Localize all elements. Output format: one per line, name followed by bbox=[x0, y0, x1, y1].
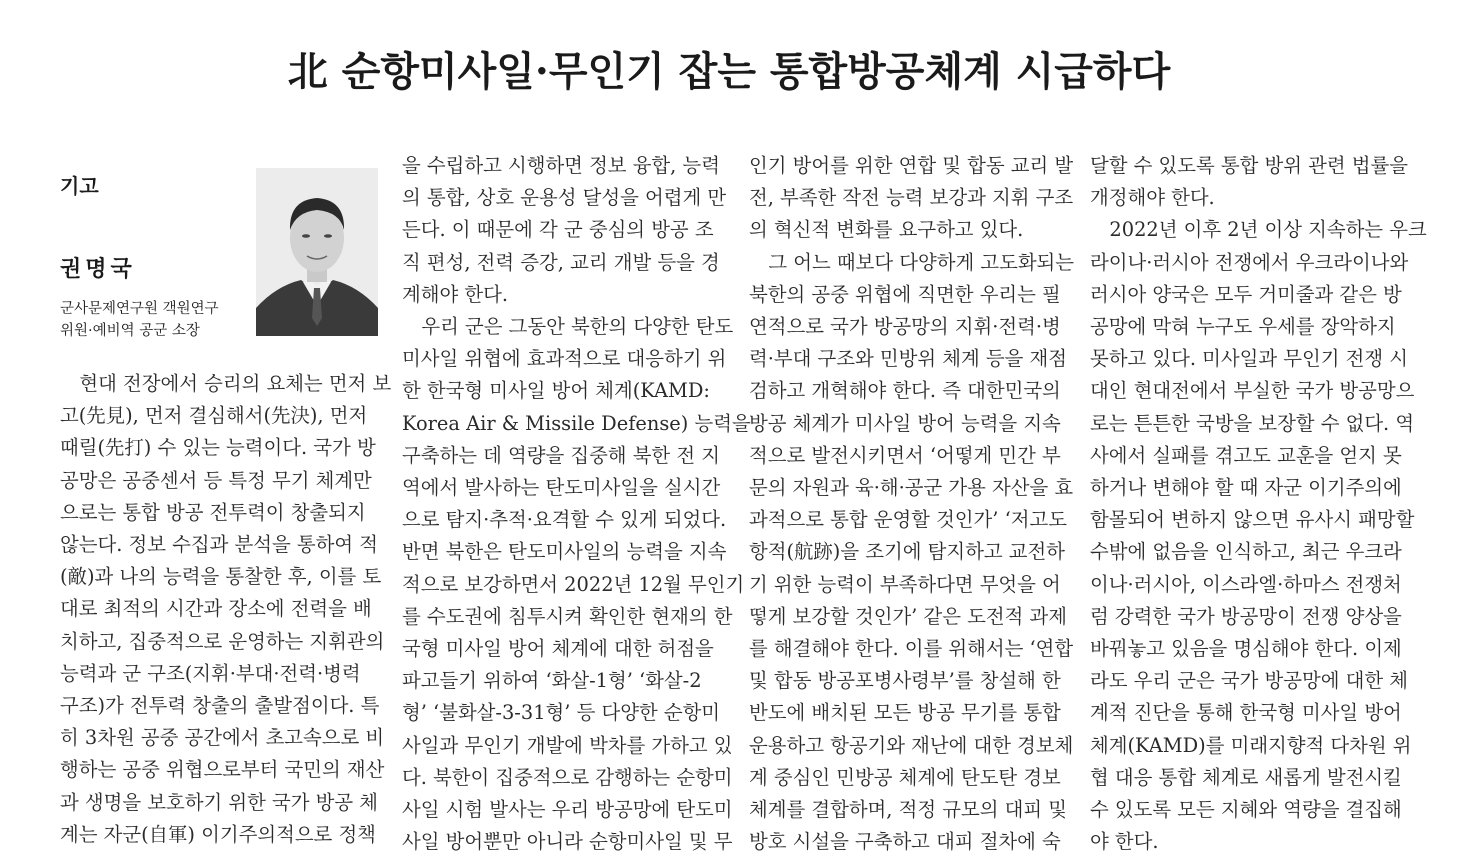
article-text-line: 히 3차원 공중 공간에서 초고속으로 비 bbox=[60, 726, 385, 750]
article-text-line: 때릴(先打) 수 있는 능력이다. 국가 방 bbox=[60, 436, 376, 460]
article-text-line: 계해야 한다. bbox=[402, 282, 508, 306]
article-text-line: 계 중심인 민방공 체계에 탄도탄 경보 bbox=[749, 765, 1061, 789]
article-text-line: 대인 현대전에서 부실한 국가 방공망으 bbox=[1090, 379, 1415, 403]
article-text-line: 행하는 공중 위협으로부터 국민의 재산 bbox=[60, 758, 385, 782]
article-text-line: 체계를 결합하며, 적정 규모의 대피 및 bbox=[749, 798, 1067, 822]
article-text-line: 수 있도록 모든 지혜와 역량을 결집해 bbox=[1090, 798, 1402, 822]
article-text-line: 국형 미사일 방어 체계에 대한 허점을 bbox=[402, 637, 714, 661]
article-text-line: 든다. 이 때문에 각 군 중심의 방공 조 bbox=[402, 218, 714, 242]
article-text-line: 계적 진단을 통해 한국형 미사일 방어 bbox=[1090, 701, 1402, 725]
article-text-line: 계는 자군(自軍) 이기주의적으로 정책 bbox=[60, 822, 376, 846]
article-text-line: 를 해결해야 한다. 이를 위해서는 ‘연합 bbox=[749, 637, 1074, 661]
article-text-line: 공망에 막혀 누구도 우세를 장악하지 bbox=[1090, 315, 1396, 339]
article-text-line: 이나·러시아, 이스라엘·하마스 전쟁처 bbox=[1090, 572, 1402, 596]
article-text-line: 수밖에 없음을 인식하고, 최근 우크라 bbox=[1090, 540, 1402, 564]
article-text-line: 구조)가 전투력 창출의 출발점이다. 특 bbox=[60, 694, 380, 718]
article-text-line: 사일 방어뿐만 아니라 순항미사일 및 무 bbox=[402, 830, 733, 854]
article-text-line: 구축하는 데 역량을 집중해 북한 전 지 bbox=[402, 443, 720, 467]
article-text-line: 개정해야 한다. bbox=[1090, 186, 1215, 210]
article-text-line: 검하고 개혁해야 한다. 즉 대한민국의 bbox=[749, 379, 1061, 403]
article-text-line: 로는 튼튼한 국방을 보장할 수 없다. 역 bbox=[1090, 411, 1415, 435]
article-text-line: 우리 군은 그동안 북한의 다양한 탄도 bbox=[421, 315, 734, 339]
article-text-line: 함몰되어 변하지 않으면 유사시 패망할 bbox=[1090, 508, 1415, 532]
article-text-line: 치하고, 집중적으로 운영하는 지휘관의 bbox=[60, 629, 385, 653]
article-text-line: 반면 북한은 탄도미사일의 능력을 지속 bbox=[402, 540, 727, 564]
article-text-line: 항적(航跡)을 조기에 탐지하고 교전하 bbox=[749, 540, 1065, 564]
author-name: 권명국 bbox=[60, 257, 136, 282]
article-text-line: 를 수도권에 침투시켜 확인한 현재의 한 bbox=[402, 604, 733, 628]
article-text-line: 으로 탐지·추적·요격할 수 있게 되었다. bbox=[402, 508, 727, 532]
article-text-line: 역에서 발사하는 탄도미사일을 실시간 bbox=[402, 476, 721, 500]
article-text-line: 기 위한 능력이 부족하다면 무엇을 어 bbox=[749, 572, 1061, 596]
article-text-line: 미사일 위협에 효과적으로 대응하기 위 bbox=[402, 347, 727, 371]
article-text-line: 의 통합, 상호 운용성 달성을 어렵게 만 bbox=[402, 186, 727, 210]
article-text-line: 럼 강력한 국가 방공망이 전쟁 양상을 bbox=[1090, 604, 1402, 628]
article-text-line: 반도에 배치된 모든 방공 무기를 통합 bbox=[749, 701, 1061, 725]
author-photo bbox=[256, 168, 378, 336]
article-text-line: 력·부대 구조와 민방위 체계 등을 재점 bbox=[749, 347, 1067, 371]
article-text-line: 연적으로 국가 방공망의 지휘·전력·병 bbox=[749, 315, 1061, 339]
article-text-line: 못하고 있다. 미사일과 무인기 전쟁 시 bbox=[1090, 347, 1408, 371]
article-text-line: 과 생명을 보호하기 위한 국가 방공 체 bbox=[60, 790, 378, 814]
article-text-line: 떻게 보강할 것인가’ 같은 도전적 과제 bbox=[749, 604, 1067, 628]
article-text-line: 운용하고 항공기와 재난에 대한 경보체 bbox=[749, 733, 1074, 757]
article-text-line: 다. 북한이 집중적으로 감행하는 순항미 bbox=[402, 765, 733, 789]
article-text-line: 라이나·러시아 전쟁에서 우크라이나와 bbox=[1090, 250, 1409, 274]
article-column-2 bbox=[402, 150, 751, 858]
article-text-line: 러시아 양국은 모두 거미줄과 같은 방 bbox=[1090, 282, 1402, 306]
headline: 北 순항미사일·무인기 잡는 통합방공체계 시급하다 bbox=[287, 48, 1171, 95]
article-text-line: 고(先見), 먼저 결심해서(先決), 먼저 bbox=[60, 404, 368, 428]
author-title: 군사문제연구원 객원연구 bbox=[60, 301, 219, 317]
article-text-line: 인기 방어를 위한 연합 및 합동 교리 발 bbox=[749, 154, 1074, 177]
article-text-line: 과적으로 통합 운영할 것인가’ ‘저고도 bbox=[749, 508, 1067, 532]
article-text-line: 체계(KAMD)를 미래지향적 다차원 위 bbox=[1090, 733, 1412, 757]
article-text-line: 협 대응 통합 체계로 새롭게 발전시킬 bbox=[1090, 765, 1402, 789]
section-label: 기고 bbox=[60, 174, 99, 198]
author-title: 위원·예비역 공군 소장 bbox=[60, 323, 200, 339]
article-column-3 bbox=[749, 150, 1075, 858]
article-text-line: 사일과 무인기 개발에 박차를 가하고 있 bbox=[402, 733, 733, 757]
article-column-1 bbox=[60, 368, 392, 851]
article-text-line: 않는다. 정보 수집과 분석을 통하여 적 bbox=[60, 533, 378, 557]
article-text-line: 전, 부족한 작전 능력 보강과 지휘 구조 bbox=[749, 186, 1074, 210]
article-text-line: 의 혁신적 변화를 요구하고 있다. bbox=[749, 218, 1024, 242]
article-text-line: 하거나 변해야 할 때 자군 이기주의에 bbox=[1090, 476, 1402, 500]
article-text-line: 그 어느 때보다 다양하게 고도화되는 bbox=[768, 250, 1075, 274]
article-text-line: 방공 체계가 미사일 방어 능력을 지속 bbox=[749, 411, 1061, 435]
article-text-line: 사일 시험 발사는 우리 방공망에 탄도미 bbox=[402, 798, 733, 822]
article-text-line: 공망은 공중센서 등 특정 무기 체계만 bbox=[60, 468, 372, 492]
article-text-line: (敵)과 나의 능력을 통찰한 후, 이를 토 bbox=[60, 565, 382, 589]
article-text-line: 형’ ‘불화살-3-31형’ 등 다양한 순항미 bbox=[402, 701, 721, 725]
article-text-line: 으로는 통합 방공 전투력이 창출되지 bbox=[60, 500, 366, 524]
article-text-line: 파고들기 위하여 ‘화살-1형’ ‘화살-2 bbox=[402, 669, 702, 693]
article-text-line: 능력과 군 구조(지휘·부대·전력·병력 bbox=[60, 661, 361, 685]
article-text-line: 문의 자원과 육·해·공군 가용 자산을 효 bbox=[749, 476, 1074, 500]
article-text-line: 야 한다. bbox=[1090, 830, 1159, 854]
article-text-line: 직 편성, 전력 증강, 교리 개발 등을 경 bbox=[402, 250, 720, 274]
article-text-line: 라도 우리 군은 국가 방공망에 대한 체 bbox=[1090, 669, 1408, 693]
article-column-4 bbox=[1090, 150, 1427, 858]
article-text-line: 방호 시설을 구축하고 대피 절차에 숙 bbox=[749, 830, 1061, 854]
article-text-line: 달할 수 있도록 통합 방위 관련 법률을 bbox=[1090, 154, 1408, 177]
article-text-line: 현대 전장에서 승리의 요체는 먼저 보 bbox=[79, 372, 392, 395]
article-text-line: 대로 최적의 시간과 장소에 전력을 배 bbox=[60, 597, 372, 621]
article-text-line: 2022년 이후 2년 이상 지속하는 우크 bbox=[1109, 218, 1427, 242]
article-text-line: 및 합동 방공포병사령부’를 창설해 한 bbox=[749, 669, 1061, 693]
article-text-line: Korea Air & Missile Defense) 능력을 bbox=[402, 411, 751, 435]
article-text-line: 적으로 보강하면서 2022년 12월 무인기 bbox=[402, 572, 745, 596]
article-text-line: 북한의 공중 위협에 직면한 우리는 필 bbox=[749, 282, 1061, 306]
article-text-line: 사에서 실패를 겪고도 교훈을 얻지 못 bbox=[1090, 443, 1402, 467]
article-text-line: 을 수립하고 시행하면 정보 융합, 능력 bbox=[402, 154, 720, 177]
article-text-line: 적으로 발전시키면서 ‘어떻게 민간 부 bbox=[749, 443, 1061, 467]
article-text-line: 바꿔놓고 있음을 명심해야 한다. 이제 bbox=[1090, 637, 1402, 661]
article-text-line: 한 한국형 미사일 방어 체계(KAMD: bbox=[402, 379, 710, 403]
